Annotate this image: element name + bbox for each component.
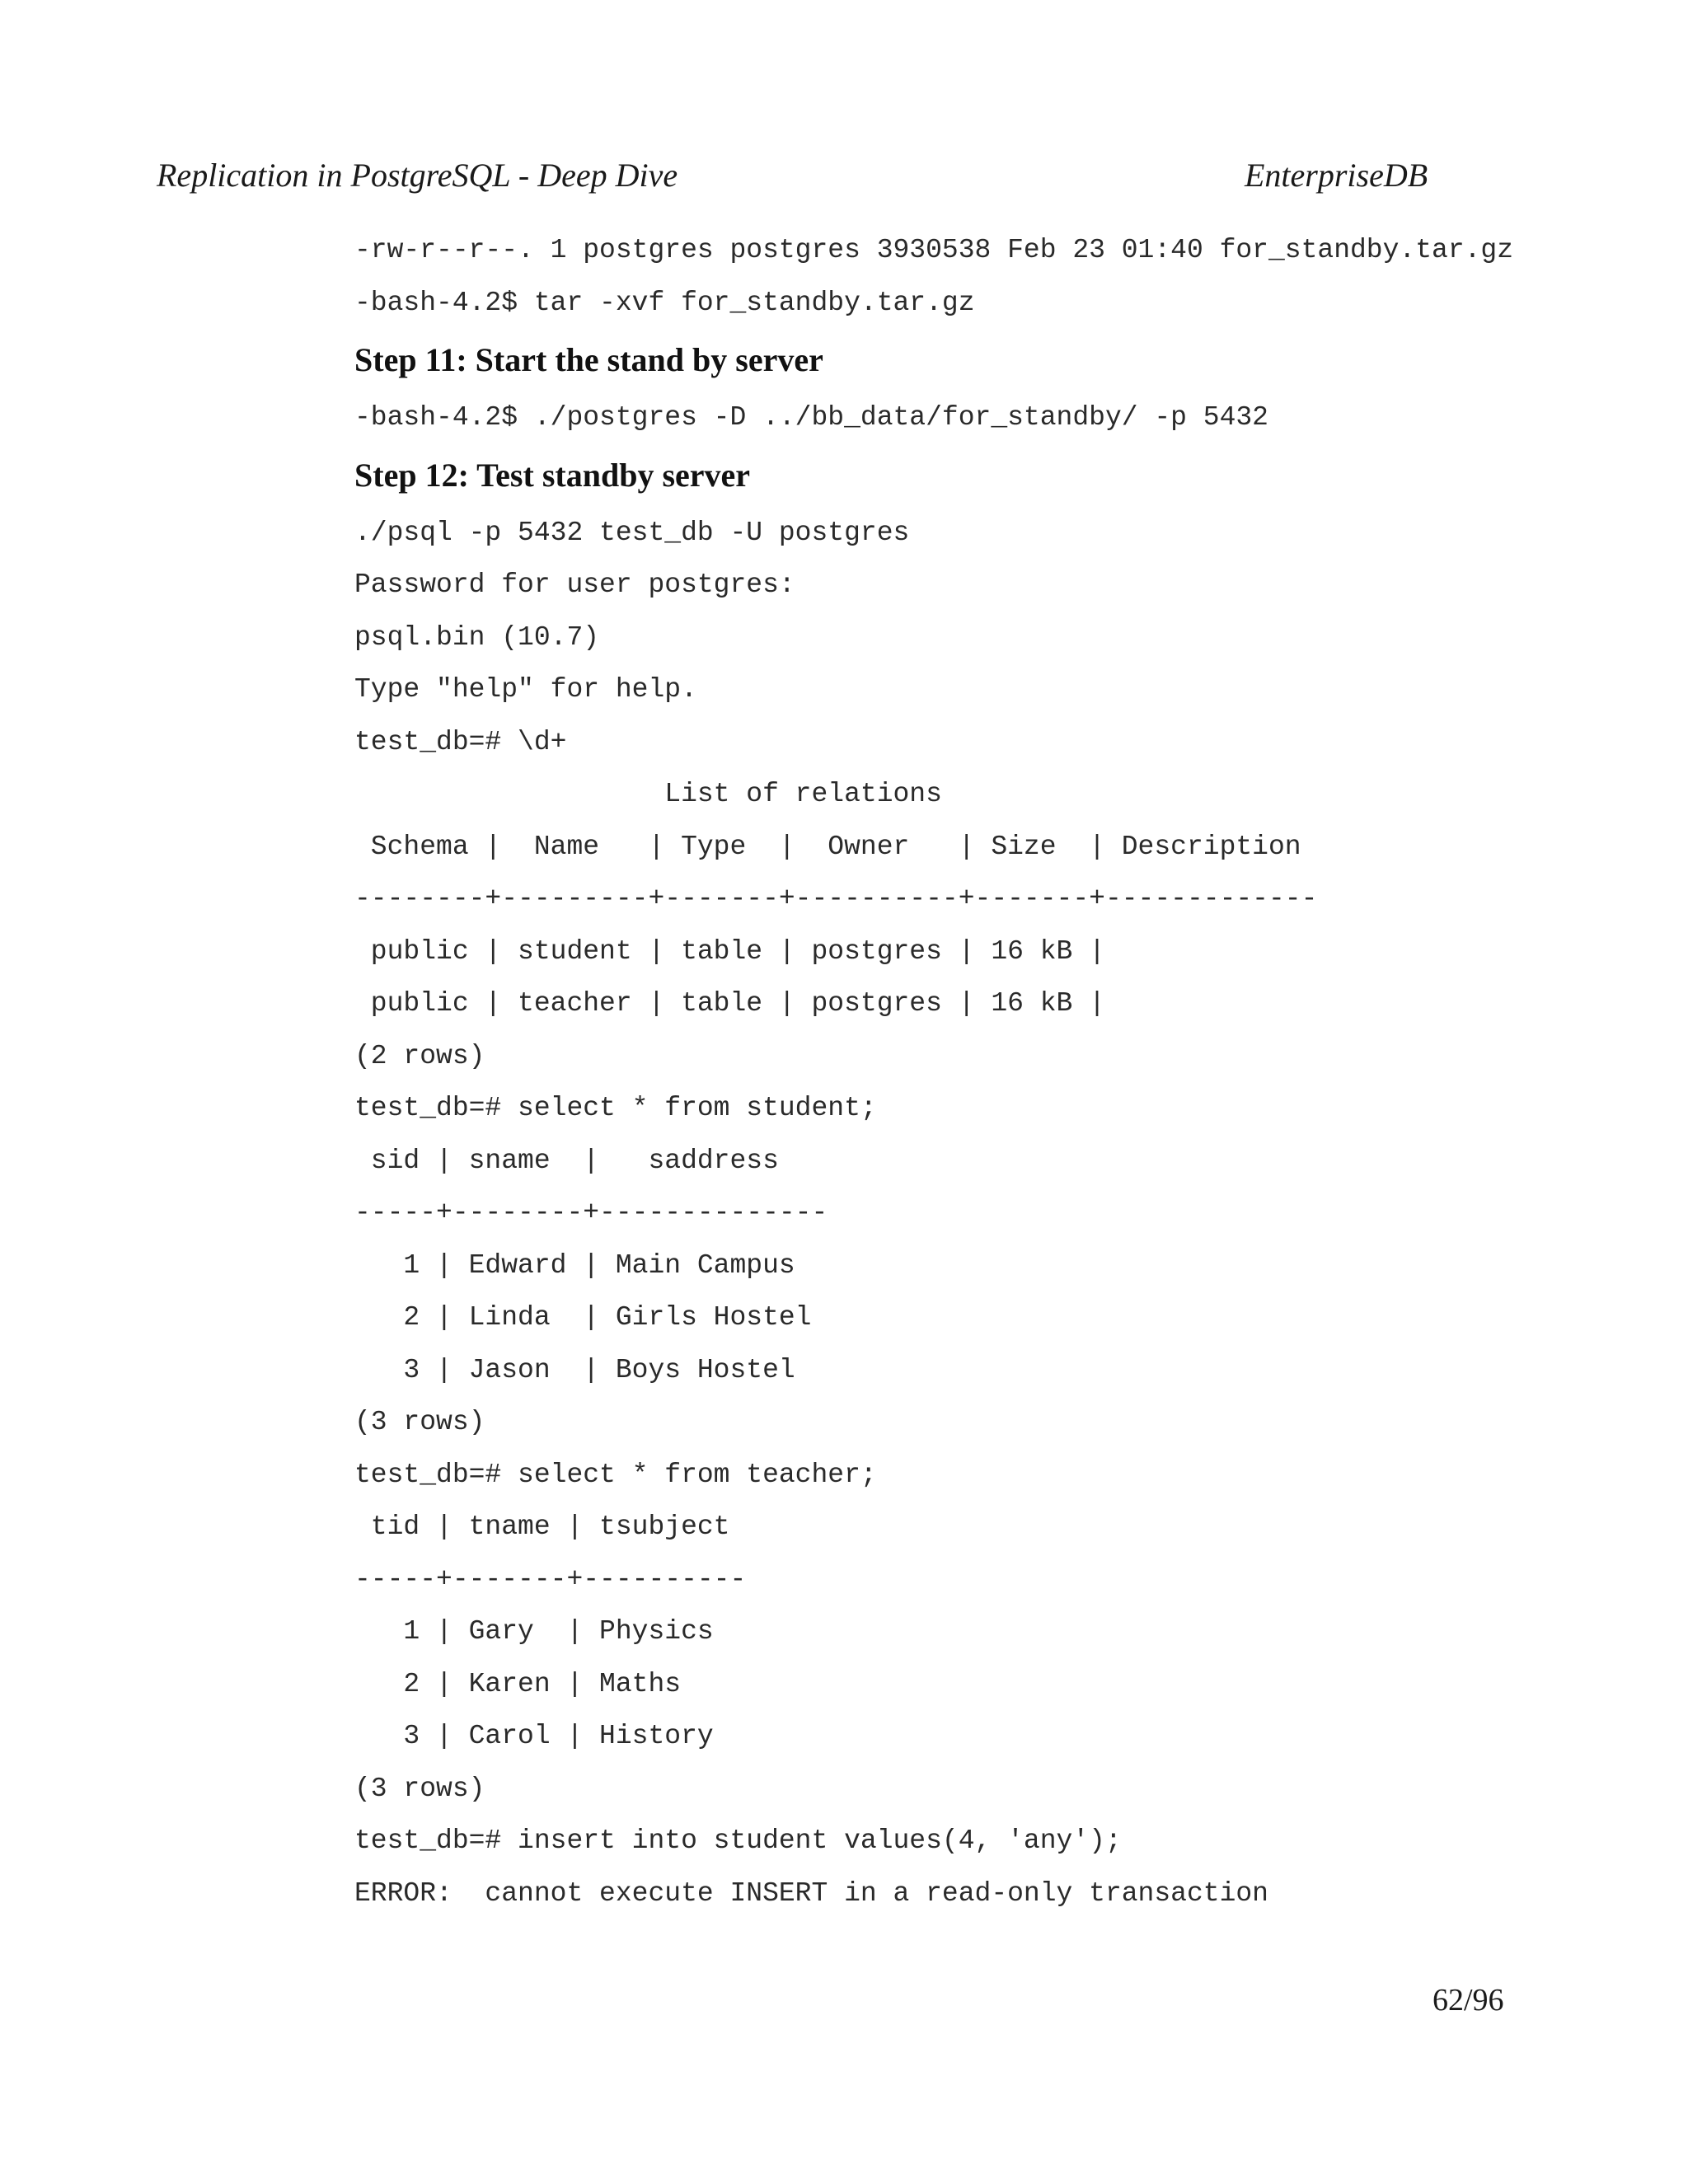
step-12-heading: Step 12: Test standby server	[354, 456, 751, 494]
insert-command: test_db=# insert into student values(4, 'any');	[354, 1825, 1122, 1856]
step-11-heading: Step 11: Start the stand by server	[354, 341, 823, 378]
row-count: (3 rows)	[354, 1407, 485, 1437]
row-count: (2 rows)	[354, 1040, 485, 1071]
psql-version: psql.bin (10.7)	[354, 621, 600, 653]
select-teacher-command: test_db=# select * from teacher;	[354, 1459, 877, 1490]
describe-command: test_db=# \d+	[354, 726, 567, 757]
document-body	[354, 224, 1673, 1919]
student-table-row: 3 | Jason | Boys Hostel	[354, 1354, 795, 1385]
student-table-divider: -----+--------+--------------	[354, 1197, 828, 1228]
row-count: (3 rows)	[354, 1773, 485, 1804]
start-server-command: -bash-4.2$ ./postgres -D ../bb_data/for_standby/ -p 5432	[354, 402, 1268, 433]
relations-table-divider: --------+---------+-------+----------+-------+-------------	[354, 883, 1318, 914]
student-table-row: 2 | Linda | Girls Hostel	[354, 1302, 812, 1333]
relations-table-row: public | teacher | table | postgres | 16 kB |	[354, 988, 1105, 1019]
page-header	[157, 153, 1432, 198]
relations-table-row: public | student | table | postgres | 16 kB |	[354, 935, 1105, 967]
psql-connect-command: ./psql -p 5432 test_db -U postgres	[354, 517, 910, 548]
teacher-table-divider: -----+-------+----------	[354, 1563, 747, 1595]
document-title: Replication in PostgreSQL - Deep Dive	[157, 157, 678, 194]
file-listing-line: -rw-r--r--. 1 postgres postgres 3930538 Feb 23 01:40 for_standby.tar.gz	[354, 235, 1514, 265]
relations-table-header: Schema | Name | Type | Owner | Size | Description	[354, 831, 1301, 862]
student-table-row: 1 | Edward | Main Campus	[354, 1249, 795, 1281]
teacher-table-row: 3 | Carol | History	[354, 1721, 714, 1751]
teacher-table-header: tid | tname | tsubject	[354, 1511, 730, 1542]
password-prompt: Password for user postgres:	[354, 569, 795, 600]
teacher-table-row: 1 | Gary | Physics	[354, 1616, 714, 1647]
student-table-header: sid | sname | saddress	[354, 1145, 779, 1176]
error-message: ERROR: cannot execute INSERT in a read-only transaction	[354, 1877, 1268, 1909]
relations-table-title: List of relations	[354, 779, 942, 809]
page-number: 62/96	[1432, 1983, 1504, 2018]
tar-extract-command: -bash-4.2$ tar -xvf for_standby.tar.gz	[354, 287, 975, 318]
company-name: EnterpriseDB	[1245, 157, 1428, 194]
select-student-command: test_db=# select * from student;	[354, 1093, 877, 1123]
teacher-table-row: 2 | Karen | Maths	[354, 1668, 682, 1699]
help-hint: Type "help" for help.	[354, 674, 697, 705]
